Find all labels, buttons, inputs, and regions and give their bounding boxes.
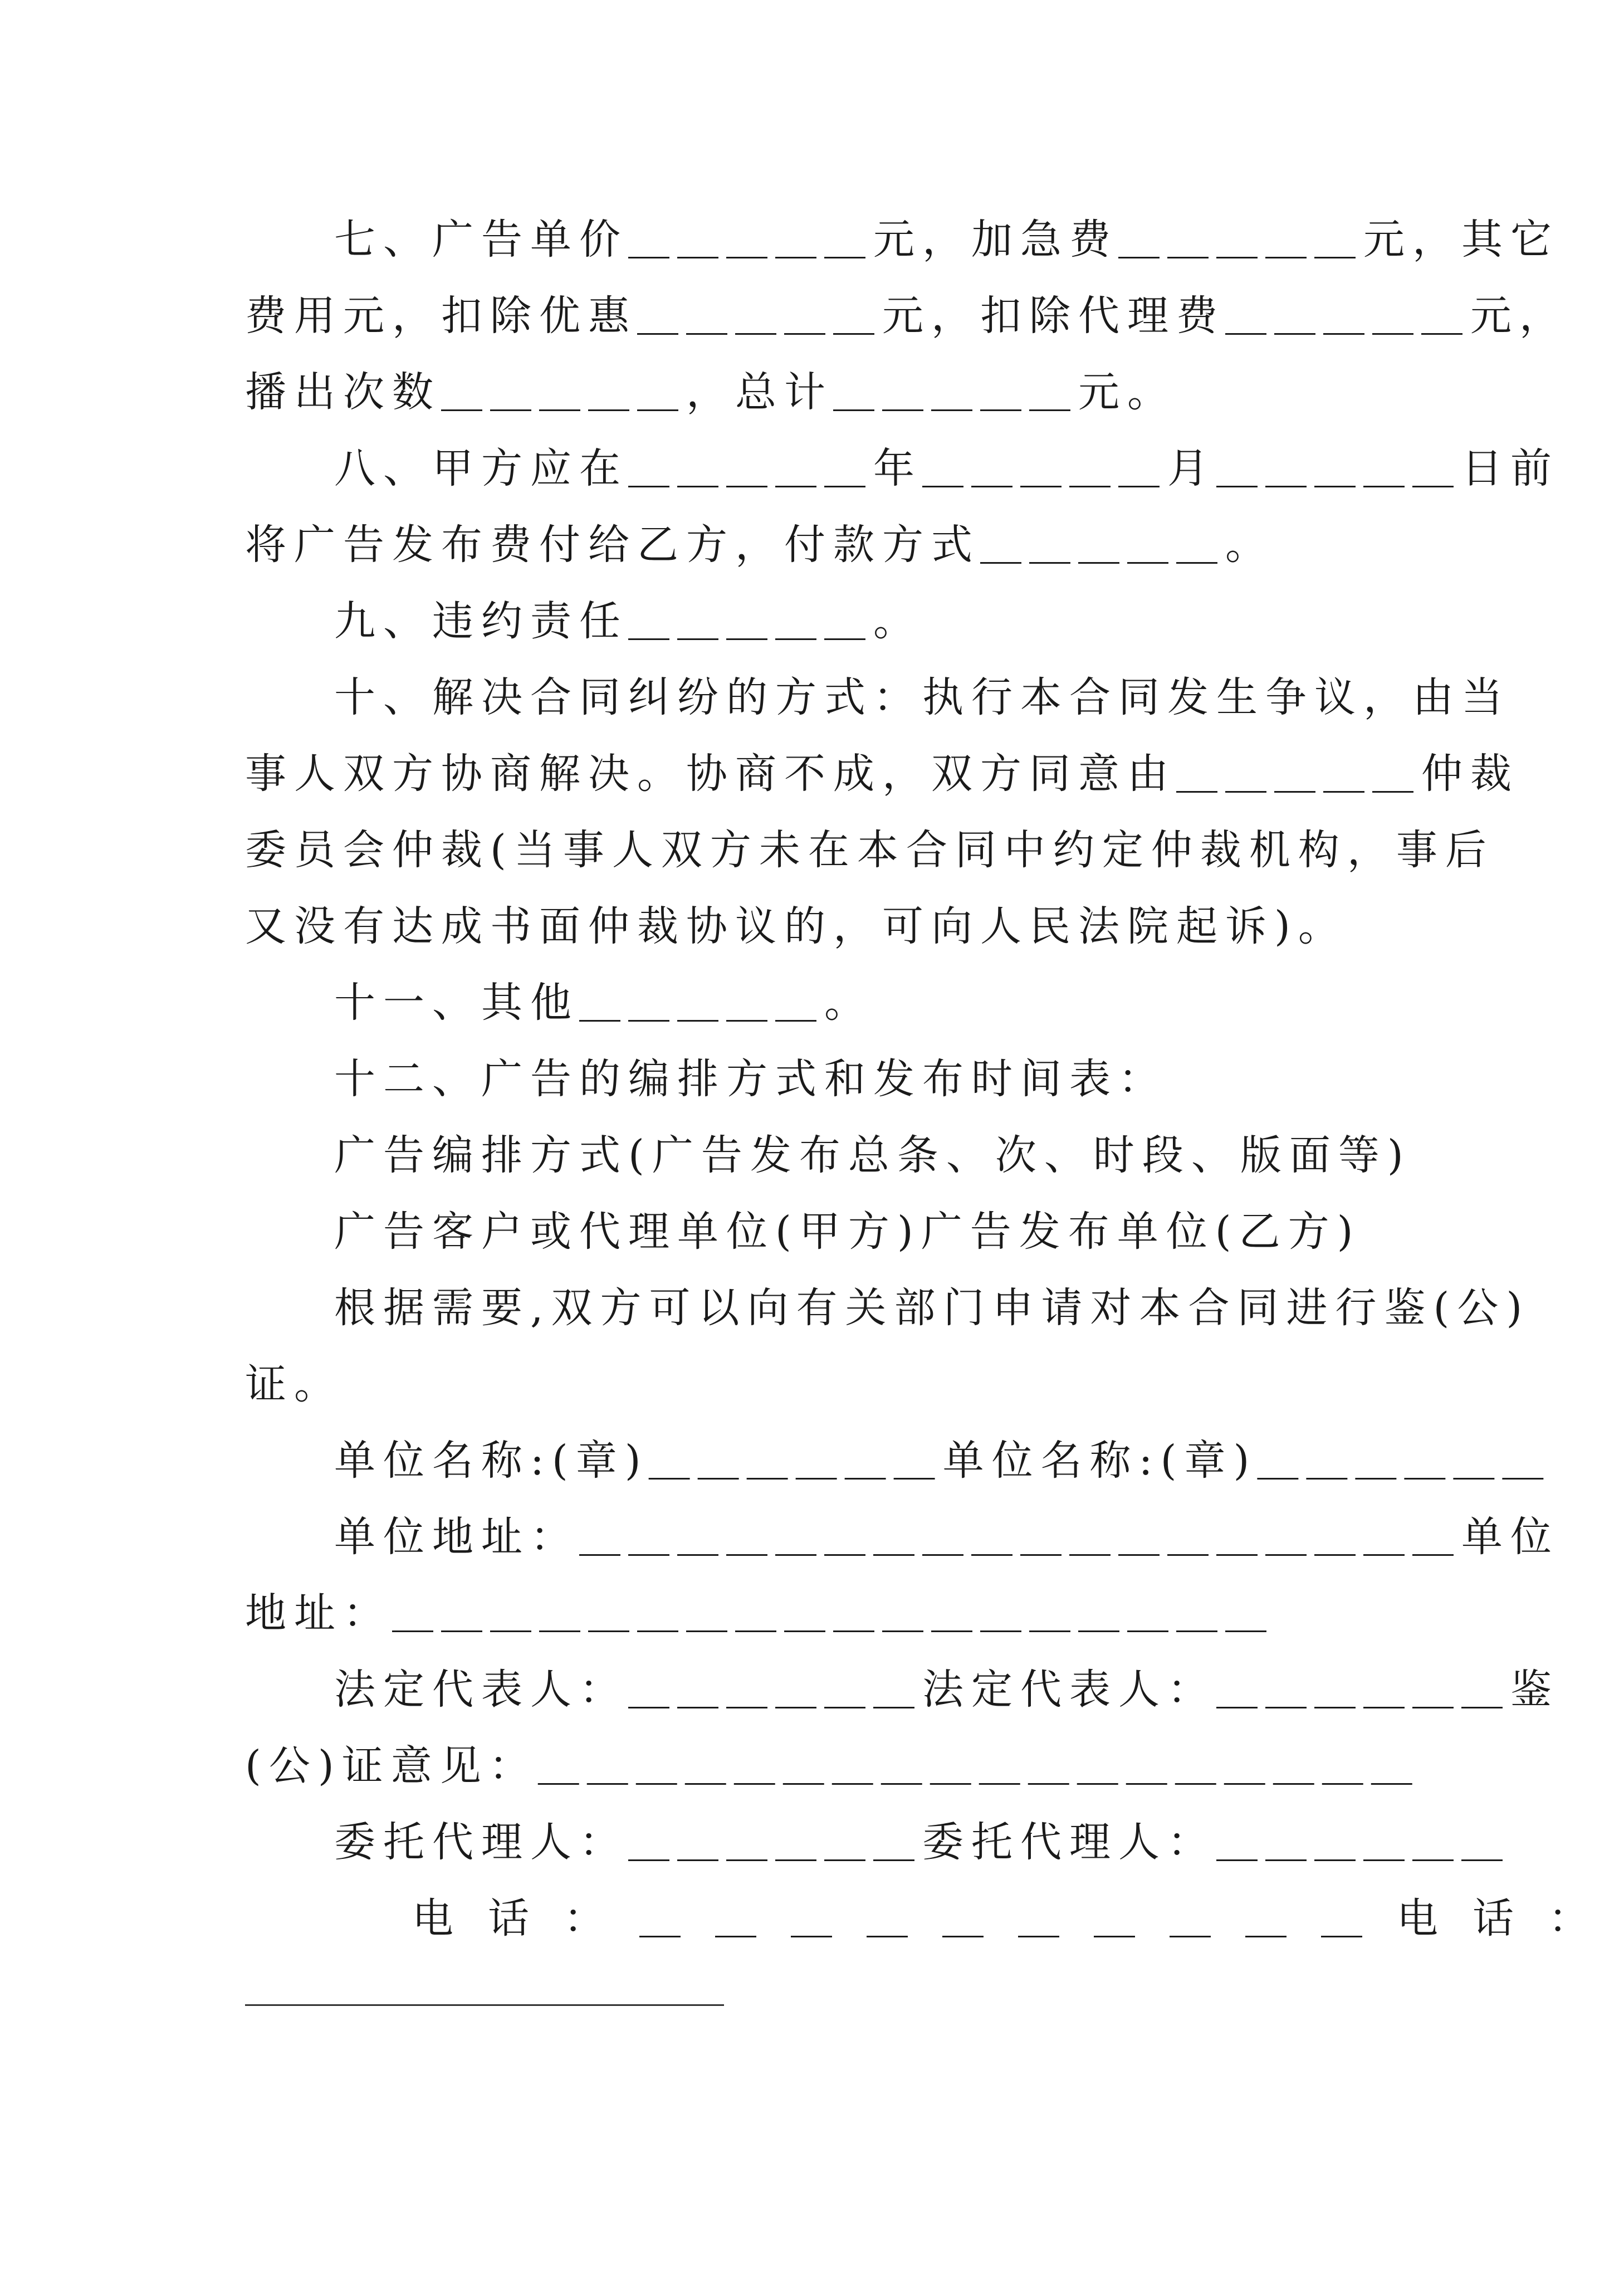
clause-10-line-3: 委员会仲裁(当事人双方未在本合同中约定仲裁机构，事后 (245, 826, 1494, 874)
clause-10-line-1: 十、解决合同纠纷的方式：执行本合同发生争议，由当 (334, 673, 1510, 721)
notary-note-line-2: 证。 (245, 1360, 343, 1408)
clause-7-line-1: 七、广告单价＿＿＿＿＿元，加急费＿＿＿＿＿元，其它 (334, 216, 1559, 263)
agent-row: 委托代理人：＿＿＿＿＿＿委托代理人：＿＿＿＿＿＿ (334, 1818, 1510, 1866)
phone-row: 电话：＿＿＿＿＿＿＿＿＿＿电话： (412, 1895, 1624, 1942)
clause-8-line-2: 将广告发布费付给乙方，付款方式＿＿＿＿＿。 (245, 521, 1274, 569)
clause-7-line-3: 播出次数＿＿＿＿＿，总计＿＿＿＿＿元。 (245, 368, 1176, 416)
notary-note-line-1: 根据需要,双方可以向有关部门申请对本合同进行鉴(公) (334, 1284, 1530, 1332)
clause-10-line-4: 又没有达成书面仲裁协议的，可向人民法院起诉)。 (245, 902, 1347, 950)
clause-11: 十一、其他＿＿＿＿＿。 (334, 979, 873, 1027)
ad-layout-method: 广告编排方式(广告发布总条、次、时段、版面等) (334, 1131, 1411, 1179)
unit-address-row-2: 地址：＿＿＿＿＿＿＿＿＿＿＿＿＿＿＿＿＿＿ (245, 1589, 1274, 1637)
legal-rep-row-1: 法定代表人：＿＿＿＿＿＿法定代表人：＿＿＿＿＿＿鉴 (334, 1666, 1559, 1713)
clause-9: 九、违约责任＿＿＿＿＿。 (334, 597, 922, 645)
unit-address-row-1: 单位地址：＿＿＿＿＿＿＿＿＿＿＿＿＿＿＿＿＿＿单位 (334, 1513, 1559, 1561)
clause-8-line-1: 八、甲方应在＿＿＿＿＿年＿＿＿＿＿月＿＿＿＿＿日前 (334, 445, 1559, 492)
legal-rep-row-2: (公)证意见：＿＿＿＿＿＿＿＿＿＿＿＿＿＿＿＿＿＿ (245, 1742, 1420, 1790)
clause-7-line-2: 费用元，扣除优惠＿＿＿＿＿元，扣除代理费＿＿＿＿＿元， (245, 292, 1568, 340)
unit-name-row: 单位名称:(章)＿＿＿＿＿＿单位名称:(章)＿＿＿＿＿＿ (334, 1437, 1552, 1485)
clause-10-line-2: 事人双方协商解决。协商不成，双方同意由＿＿＿＿＿仲裁 (245, 750, 1519, 798)
phone-blank-line (245, 2004, 724, 2006)
clause-12-title: 十二、广告的编排方式和发布时间表： (334, 1055, 1167, 1103)
parties-heading: 广告客户或代理单位(甲方)广告发布单位(乙方) (334, 1208, 1361, 1256)
